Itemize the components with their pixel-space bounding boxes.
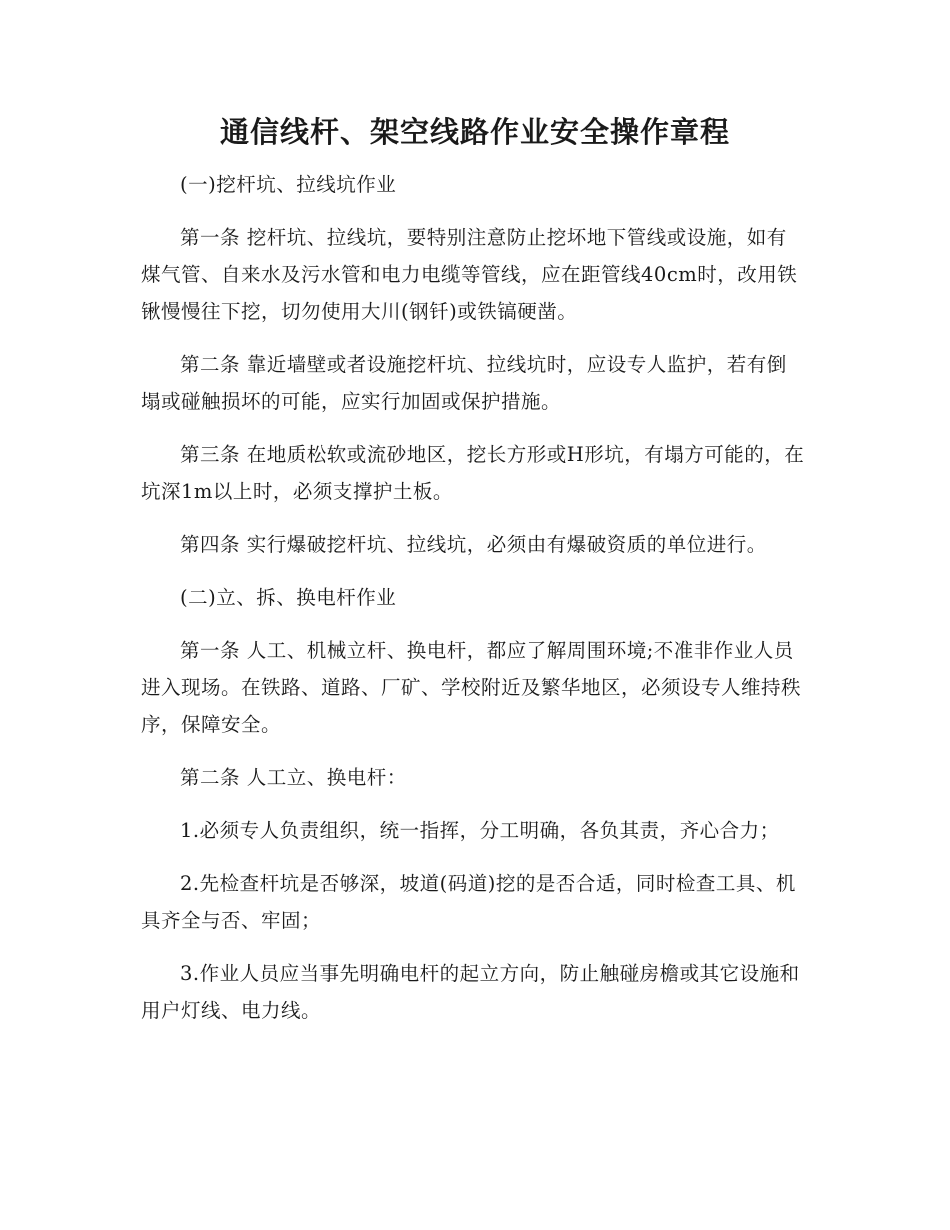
list-item-paragraph: 2.先检查杆坑是否够深，坡道(码道)挖的是否合适，同时检查工具、机具齐全与否、牢固； — [141, 872, 796, 932]
section-heading-2: (二)立、拆、换电杆作业 — [180, 586, 397, 609]
article-paragraph: 第二条 靠近墙壁或者设施挖杆坑、拉线坑时，应设专人监护，若有倒塌或碰触损坏的可能，应实行加固或保护措施。 — [141, 353, 787, 413]
document-title: 通信线杆、架空线路作业安全操作章程 — [219, 115, 730, 149]
article-paragraph: 第一条 人工、机械立杆、换电杆，都应了解周围环境;不准非作业人员进入现场。在铁路、道路、厂矿、学校附近及繁华地区，必须设专人维持秩序，保障安全。 — [141, 639, 802, 736]
section-heading-1: (一)挖杆坑、拉线坑作业 — [180, 173, 397, 196]
document-body — [141, 166, 806, 1045]
article-paragraph: 第三条 在地质松软或流砂地区，挖长方形或H形坑，有塌方可能的，在坑深1m以上时，必须支撑护土板。 — [141, 443, 805, 503]
article-paragraph: 第二条 人工立、换电杆： — [180, 766, 407, 789]
list-item-paragraph: 3.作业人员应当事先明确电杆的起立方向，防止触碰房檐或其它设施和用户灯线、电力线。 — [141, 962, 800, 1022]
list-item-paragraph: 1.必须专人负责组织，统一指挥，分工明确，各负其责，齐心合力； — [180, 819, 780, 842]
article-paragraph: 第四条 实行爆破挖杆坑、拉线坑，必须由有爆破资质的单位进行。 — [180, 533, 767, 556]
article-paragraph: 第一条 挖杆坑、拉线坑，要特别注意防止挖坏地下管线或设施，如有煤气管、自来水及污水管和电力电缆等管线，应在距管线40cm时，改用铁锹慢慢往下挖，切勿使用大川(钢钎)或铁镐硬凿。 — [141, 226, 798, 323]
